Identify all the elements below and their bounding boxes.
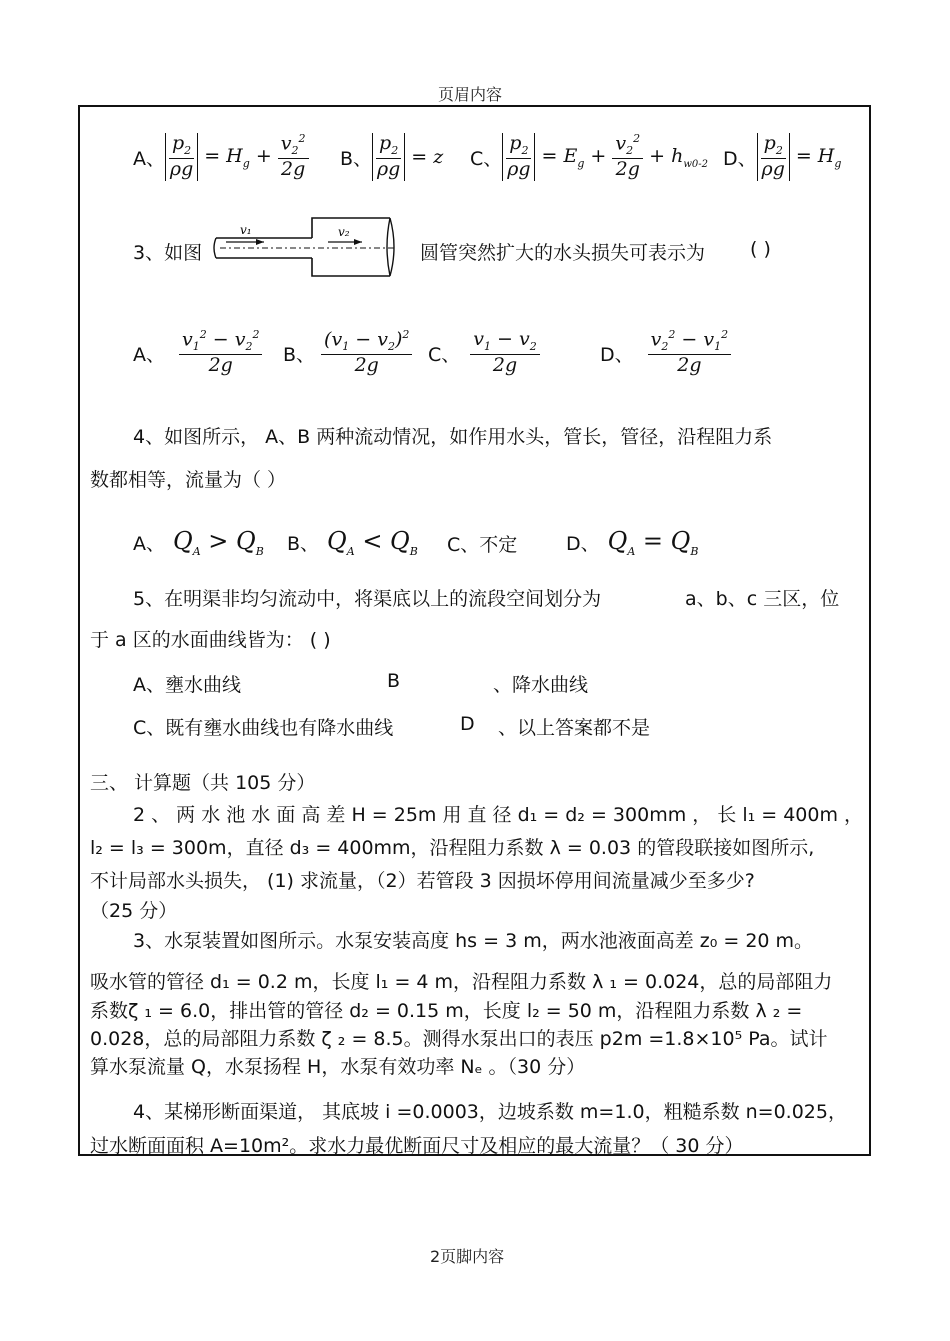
- calc-problem2-line2: l₂ = l₃ = 300m，直径 d₃ = 400mm，沿程阻力系数 λ = 0.03 的管段联接如图所示,: [90, 837, 815, 859]
- q2-option-c-label: C、: [470, 147, 503, 170]
- calc-problem2-line3: 不计局部水头损失， (1) 求流量，（2）若管段 3 因损坏停用间流量减少至多少?: [90, 870, 755, 892]
- calc-problem3-line1: 3、水泵装置如图所示。水泵安装高度 hs = 3 m，两水池液面高差 z₀ = 20 m。: [133, 930, 814, 952]
- fig-label-v2: v₂: [338, 225, 350, 239]
- q4-option-c: C、不定: [447, 534, 518, 556]
- q3-option-a: [133, 320, 262, 386]
- q3-option-b: [283, 320, 412, 386]
- calc-problem4-line1: 4、某梯形断面渠道， 其底坡 i =0.0003，边坡系数 m=1.0，粗糙系数 n=0.025，: [133, 1101, 847, 1123]
- q3-a-formula: $\frac{v_1^2 - v_2^2}{2g}$: [179, 329, 262, 377]
- q3-pipe-expansion-figure: [212, 212, 402, 280]
- q2-a-rhs: = $H_g$ +: [198, 144, 278, 170]
- calc-problem3-line5: 算水泵流量 Q，水泵扬程 H，水泵有效功率 Nₑ 。（30 分）: [90, 1056, 586, 1078]
- q3-d-formula: $\frac{v_2^2 - v_1^2}{2g}$: [648, 329, 731, 377]
- q5-line1b: a、b、c 三区，位: [685, 588, 840, 610]
- q3-option-b-label: B、: [283, 343, 316, 366]
- q3-c-formula: $\frac{v_1 - v_2}{2g}$: [470, 329, 539, 376]
- q2-d-pressure-frac: $\frac{p_2}{\rho g}$: [757, 133, 790, 180]
- q2-option-b-label: B、: [340, 147, 373, 170]
- q2-b-pressure-frac: $\frac{p_2}{\rho g}$: [372, 133, 405, 180]
- q2-option-d-label: D、: [723, 147, 757, 170]
- q5-option-b-letter: B: [387, 670, 401, 692]
- q4-option-b: [287, 527, 418, 558]
- page-header: 页眉内容: [438, 85, 503, 104]
- q4-d-formula: $Q_A = Q_B$: [607, 527, 699, 558]
- q4-a-formula: $Q_A > Q_B$: [173, 527, 264, 558]
- section3-title: 三、 计算题（共 105 分）: [90, 772, 316, 794]
- q5-option-b-text: 、降水曲线: [493, 674, 589, 696]
- q5-option-d-text: 、以上答案都不是: [498, 717, 651, 739]
- q3-option-c: [428, 320, 540, 386]
- q2-option-b: [340, 124, 443, 190]
- q5-option-d-letter: D: [460, 713, 475, 735]
- q3-option-d-label: D、: [600, 343, 634, 366]
- q3-option-a-label: A、: [133, 343, 165, 366]
- q3-suffix: 圆管突然扩大的水头损失可表示为: [420, 242, 706, 264]
- q3-option-d: [600, 320, 731, 386]
- q4-option-a: [133, 527, 264, 558]
- q3-option-c-label: C、: [428, 343, 461, 366]
- calc-problem4-line2: 过水断面面积 A=10m²。求水力最优断面尺寸及相应的最大流量？（ 30 分）: [90, 1135, 744, 1157]
- q2-option-a-label: A、: [133, 147, 165, 170]
- page-footer: 2页脚内容: [430, 1247, 505, 1266]
- calc-problem2-line4: （25 分）: [90, 900, 178, 922]
- q4-option-d-label: D、: [566, 532, 600, 555]
- q4-line2: 数都相等，流量为（ ）: [90, 469, 287, 491]
- calc-problem3-line2: 吸水管的管径 d₁ = 0.2 m，长度 l₁ = 4 m，沿程阻力系数 λ ₁ = 0.024，总的局部阻力: [90, 971, 833, 993]
- q4-option-a-label: A、: [133, 532, 165, 555]
- calc-problem3-line3: 系数ζ ₁ = 6.0，排出管的管径 d₂ = 0.15 m，长度 l₂ = 50 m，沿程阻力系数 λ ₂ =: [90, 1000, 803, 1022]
- q3-prefix: 3、如图: [133, 242, 203, 264]
- q2-c-pressure-frac: $\frac{p_2}{\rho g}$: [502, 133, 535, 180]
- q2-c-rhs: = $E_g$ +: [535, 144, 613, 170]
- q2-c-velocity-frac: $\frac{v_2^2}{2g}$: [612, 133, 643, 181]
- q4-line1: 4、如图所示， A、B 两种流动情况，如作用水头，管长，管径，沿程阻力系: [133, 426, 773, 448]
- q4-b-formula: $Q_A < Q_B$: [327, 527, 418, 558]
- calc-problem2-line1: 2 、 两 水 池 水 面 高 差 H = 25m 用 直 径 d₁ = d₂ = 300mm ， 长 l₁ = 400m ，: [133, 804, 864, 826]
- q5-option-c: C、既有壅水曲线也有降水曲线: [133, 717, 394, 739]
- q2-a-pressure-frac: $\frac{p_2}{\rho g}$: [165, 133, 198, 180]
- q5-line1: 5、在明渠非均匀流动中，将渠底以上的流段空间划分为: [133, 588, 602, 610]
- q5-option-a: A、壅水曲线: [133, 674, 241, 696]
- q2-b-rhs: = z: [405, 146, 444, 168]
- q5-line2: 于 a 区的水面曲线皆为： ( ): [90, 629, 331, 651]
- fig-label-v1: v₁: [240, 223, 252, 237]
- q4-option-b-label: B、: [287, 532, 320, 555]
- q2-a-velocity-frac: $\frac{v_2^2}{2g}$: [278, 133, 309, 181]
- q4-option-d: [566, 527, 698, 558]
- q3-b-formula: $\frac{(v_1 - v_2)^2}{2g}$: [321, 329, 412, 377]
- q2-option-d: [723, 124, 841, 190]
- calc-problem3-line4: 0.028，总的局部阻力系数 ζ ₂ = 8.5。测得水泵出口的表压 p2m =1.8×10⁵ Pa。试计: [90, 1028, 828, 1050]
- q3-paren: ( ): [750, 238, 771, 260]
- q2-d-rhs: = $H_g$: [789, 144, 842, 170]
- q2-c-headloss: + $h_{w0-2}$: [643, 144, 709, 170]
- q2-option-a: [133, 124, 309, 190]
- q2-option-c: [470, 124, 708, 190]
